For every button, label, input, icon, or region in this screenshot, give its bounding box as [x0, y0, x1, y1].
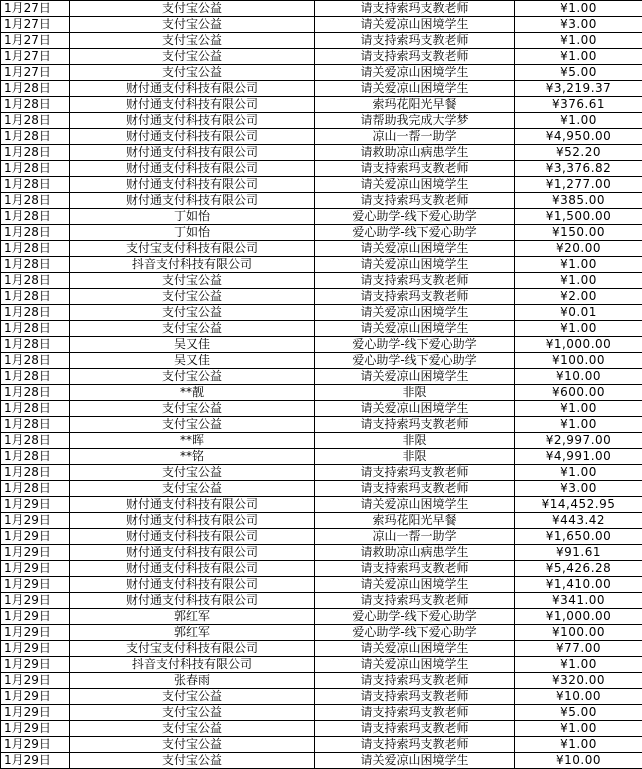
table-row — [1, 673, 642, 689]
payer-cell: **晖 — [70, 433, 315, 449]
table-row — [1, 529, 642, 545]
amount-cell: ¥77.00 — [515, 641, 642, 657]
amount-cell: ¥1.00 — [515, 465, 642, 481]
date-cell: 1月29日 — [1, 721, 70, 737]
date-cell: 1月29日 — [1, 753, 70, 769]
date-cell: 1月29日 — [1, 673, 70, 689]
amount-cell: ¥1.00 — [515, 49, 642, 65]
project-cell: 请关爱凉山困境学生 — [315, 241, 515, 257]
date-cell: 1月28日 — [1, 225, 70, 241]
table-row — [1, 113, 642, 129]
amount-cell: ¥320.00 — [515, 673, 642, 689]
table-row — [1, 641, 642, 657]
table-row — [1, 625, 642, 641]
table-row — [1, 657, 642, 673]
table-row — [1, 513, 642, 529]
table-row — [1, 721, 642, 737]
table-row — [1, 241, 642, 257]
amount-cell: ¥14,452.95 — [515, 497, 642, 513]
project-cell: 请关爱凉山困境学生 — [315, 369, 515, 385]
payer-cell: 财付通支付科技有限公司 — [70, 161, 315, 177]
table-row — [1, 17, 642, 33]
project-cell: 请关爱凉山困境学生 — [315, 305, 515, 321]
amount-cell: ¥376.61 — [515, 97, 642, 113]
amount-cell: ¥3.00 — [515, 17, 642, 33]
amount-cell: ¥100.00 — [515, 625, 642, 641]
table-row — [1, 753, 642, 769]
amount-cell: ¥5.00 — [515, 65, 642, 81]
table-row — [1, 689, 642, 705]
project-cell: 请救助凉山病患学生 — [315, 145, 515, 161]
project-cell: 请帮助我完成大学梦 — [315, 113, 515, 129]
table-row — [1, 401, 642, 417]
payer-cell: 财付通支付科技有限公司 — [70, 497, 315, 513]
project-cell: 请支持索玛支教老师 — [315, 705, 515, 721]
table-row — [1, 577, 642, 593]
payer-cell: 支付宝公益 — [70, 417, 315, 433]
table-row — [1, 481, 642, 497]
payer-cell: 财付通支付科技有限公司 — [70, 561, 315, 577]
table-row — [1, 209, 642, 225]
date-cell: 1月28日 — [1, 161, 70, 177]
project-cell: 请关爱凉山困境学生 — [315, 641, 515, 657]
project-cell: 请支持索玛支教老师 — [315, 689, 515, 705]
amount-cell: ¥3,376.82 — [515, 161, 642, 177]
table-row — [1, 737, 642, 753]
project-cell: 请支持索玛支教老师 — [315, 289, 515, 305]
date-cell: 1月28日 — [1, 321, 70, 337]
amount-cell: ¥1.00 — [515, 113, 642, 129]
amount-cell: ¥1.00 — [515, 273, 642, 289]
amount-cell: ¥100.00 — [515, 353, 642, 369]
payer-cell: 财付通支付科技有限公司 — [70, 81, 315, 97]
amount-cell: ¥1,277.00 — [515, 177, 642, 193]
date-cell: 1月29日 — [1, 561, 70, 577]
project-cell: 爱心助学-线下爱心助学 — [315, 337, 515, 353]
table-row — [1, 465, 642, 481]
amount-cell: ¥341.00 — [515, 593, 642, 609]
amount-cell: ¥3,219.37 — [515, 81, 642, 97]
project-cell: 爱心助学-线下爱心助学 — [315, 353, 515, 369]
project-cell: 请关爱凉山困境学生 — [315, 81, 515, 97]
table-row — [1, 497, 642, 513]
table-row — [1, 273, 642, 289]
amount-cell: ¥52.20 — [515, 145, 642, 161]
project-cell: 爱心助学-线下爱心助学 — [315, 209, 515, 225]
date-cell: 1月28日 — [1, 465, 70, 481]
project-cell: 请关爱凉山困境学生 — [315, 497, 515, 513]
payer-cell: 张春雨 — [70, 673, 315, 689]
date-cell: 1月29日 — [1, 689, 70, 705]
date-cell: 1月28日 — [1, 209, 70, 225]
payer-cell: 支付宝公益 — [70, 321, 315, 337]
project-cell: 爱心助学-线下爱心助学 — [315, 609, 515, 625]
amount-cell: ¥1,650.00 — [515, 529, 642, 545]
date-cell: 1月28日 — [1, 417, 70, 433]
project-cell: 请支持索玛支教老师 — [315, 721, 515, 737]
amount-cell: ¥1.00 — [515, 721, 642, 737]
payer-cell: 丁如怡 — [70, 209, 315, 225]
project-cell: 凉山一帮一助学 — [315, 129, 515, 145]
payer-cell: 支付宝公益 — [70, 305, 315, 321]
payer-cell: 财付通支付科技有限公司 — [70, 513, 315, 529]
date-cell: 1月29日 — [1, 705, 70, 721]
table-row — [1, 705, 642, 721]
table-row — [1, 417, 642, 433]
date-cell: 1月27日 — [1, 65, 70, 81]
table-row — [1, 225, 642, 241]
payer-cell: 支付宝公益 — [70, 689, 315, 705]
date-cell: 1月28日 — [1, 113, 70, 129]
project-cell: 请关爱凉山困境学生 — [315, 401, 515, 417]
table-row — [1, 593, 642, 609]
table-row — [1, 257, 642, 273]
date-cell: 1月28日 — [1, 337, 70, 353]
amount-cell: ¥2,997.00 — [515, 433, 642, 449]
table-row — [1, 49, 642, 65]
project-cell: 请关爱凉山困境学生 — [315, 65, 515, 81]
amount-cell: ¥10.00 — [515, 369, 642, 385]
table-row — [1, 1, 642, 17]
project-cell: 请关爱凉山困境学生 — [315, 753, 515, 769]
date-cell: 1月28日 — [1, 81, 70, 97]
project-cell: 爱心助学-线下爱心助学 — [315, 625, 515, 641]
amount-cell: ¥1,410.00 — [515, 577, 642, 593]
date-cell: 1月27日 — [1, 49, 70, 65]
amount-cell: ¥5,426.28 — [515, 561, 642, 577]
date-cell: 1月29日 — [1, 529, 70, 545]
table-row — [1, 385, 642, 401]
amount-cell: ¥91.61 — [515, 545, 642, 561]
date-cell: 1月28日 — [1, 449, 70, 465]
project-cell: 请支持索玛支教老师 — [315, 593, 515, 609]
payer-cell: 财付通支付科技有限公司 — [70, 593, 315, 609]
date-cell: 1月28日 — [1, 193, 70, 209]
amount-cell: ¥600.00 — [515, 385, 642, 401]
date-cell: 1月29日 — [1, 577, 70, 593]
project-cell: 非限 — [315, 449, 515, 465]
date-cell: 1月28日 — [1, 145, 70, 161]
date-cell: 1月27日 — [1, 1, 70, 17]
payer-cell: **铭 — [70, 449, 315, 465]
project-cell: 请支持索玛支教老师 — [315, 465, 515, 481]
table-row — [1, 97, 642, 113]
payer-cell: 财付通支付科技有限公司 — [70, 577, 315, 593]
donation-table-body — [1, 1, 642, 769]
date-cell: 1月28日 — [1, 385, 70, 401]
payer-cell: **靓 — [70, 385, 315, 401]
amount-cell: ¥1,000.00 — [515, 609, 642, 625]
payer-cell: 吴又佳 — [70, 353, 315, 369]
payer-cell: 财付通支付科技有限公司 — [70, 177, 315, 193]
project-cell: 请支持索玛支教老师 — [315, 1, 515, 17]
table-row — [1, 161, 642, 177]
payer-cell: 支付宝公益 — [70, 401, 315, 417]
project-cell: 非限 — [315, 385, 515, 401]
amount-cell: ¥385.00 — [515, 193, 642, 209]
payer-cell: 财付通支付科技有限公司 — [70, 545, 315, 561]
payer-cell: 抖音支付科技有限公司 — [70, 657, 315, 673]
table-row — [1, 369, 642, 385]
amount-cell: ¥1.00 — [515, 321, 642, 337]
date-cell: 1月28日 — [1, 97, 70, 113]
payer-cell: 支付宝公益 — [70, 753, 315, 769]
date-cell: 1月27日 — [1, 33, 70, 49]
amount-cell: ¥1.00 — [515, 657, 642, 673]
amount-cell: ¥10.00 — [515, 689, 642, 705]
payer-cell: 支付宝公益 — [70, 737, 315, 753]
project-cell: 爱心助学-线下爱心助学 — [315, 225, 515, 241]
table-row — [1, 65, 642, 81]
table-row — [1, 353, 642, 369]
project-cell: 请支持索玛支教老师 — [315, 161, 515, 177]
amount-cell: ¥1.00 — [515, 257, 642, 273]
payer-cell: 支付宝支付科技有限公司 — [70, 641, 315, 657]
project-cell: 请关爱凉山困境学生 — [315, 177, 515, 193]
payer-cell: 支付宝公益 — [70, 705, 315, 721]
project-cell: 非限 — [315, 433, 515, 449]
table-row — [1, 433, 642, 449]
amount-cell: ¥3.00 — [515, 481, 642, 497]
amount-cell: ¥1.00 — [515, 737, 642, 753]
project-cell: 请支持索玛支教老师 — [315, 417, 515, 433]
table-row — [1, 609, 642, 625]
date-cell: 1月28日 — [1, 241, 70, 257]
payer-cell: 支付宝公益 — [70, 17, 315, 33]
table-row — [1, 193, 642, 209]
table-row — [1, 177, 642, 193]
amount-cell: ¥1,000.00 — [515, 337, 642, 353]
date-cell: 1月28日 — [1, 401, 70, 417]
payer-cell: 财付通支付科技有限公司 — [70, 529, 315, 545]
payer-cell: 财付通支付科技有限公司 — [70, 97, 315, 113]
project-cell: 请关爱凉山困境学生 — [315, 577, 515, 593]
project-cell: 请关爱凉山困境学生 — [315, 257, 515, 273]
project-cell: 请支持索玛支教老师 — [315, 673, 515, 689]
payer-cell: 丁如怡 — [70, 225, 315, 241]
project-cell: 请关爱凉山困境学生 — [315, 321, 515, 337]
table-row — [1, 305, 642, 321]
project-cell: 索玛花阳光早餐 — [315, 513, 515, 529]
payer-cell: 支付宝支付科技有限公司 — [70, 241, 315, 257]
project-cell: 请支持索玛支教老师 — [315, 49, 515, 65]
payer-cell: 支付宝公益 — [70, 465, 315, 481]
date-cell: 1月27日 — [1, 17, 70, 33]
amount-cell: ¥1.00 — [515, 401, 642, 417]
payer-cell: 支付宝公益 — [70, 65, 315, 81]
table-row — [1, 145, 642, 161]
payer-cell: 郭红军 — [70, 625, 315, 641]
table-row — [1, 33, 642, 49]
amount-cell: ¥5.00 — [515, 705, 642, 721]
payer-cell: 支付宝公益 — [70, 49, 315, 65]
payer-cell: 支付宝公益 — [70, 481, 315, 497]
project-cell: 请关爱凉山困境学生 — [315, 17, 515, 33]
date-cell: 1月28日 — [1, 177, 70, 193]
payer-cell: 财付通支付科技有限公司 — [70, 113, 315, 129]
date-cell: 1月28日 — [1, 289, 70, 305]
date-cell: 1月29日 — [1, 609, 70, 625]
date-cell: 1月28日 — [1, 433, 70, 449]
date-cell: 1月28日 — [1, 305, 70, 321]
date-cell: 1月29日 — [1, 625, 70, 641]
date-cell: 1月29日 — [1, 513, 70, 529]
payer-cell: 抖音支付科技有限公司 — [70, 257, 315, 273]
payer-cell: 郭红军 — [70, 609, 315, 625]
payer-cell: 吴又佳 — [70, 337, 315, 353]
project-cell: 请支持索玛支教老师 — [315, 33, 515, 49]
amount-cell: ¥1.00 — [515, 1, 642, 17]
date-cell: 1月29日 — [1, 545, 70, 561]
date-cell: 1月28日 — [1, 273, 70, 289]
payer-cell: 支付宝公益 — [70, 33, 315, 49]
project-cell: 请支持索玛支教老师 — [315, 737, 515, 753]
payer-cell: 财付通支付科技有限公司 — [70, 145, 315, 161]
amount-cell: ¥4,950.00 — [515, 129, 642, 145]
project-cell: 凉山一帮一助学 — [315, 529, 515, 545]
date-cell: 1月28日 — [1, 353, 70, 369]
payer-cell: 支付宝公益 — [70, 289, 315, 305]
date-cell: 1月28日 — [1, 129, 70, 145]
date-cell: 1月29日 — [1, 593, 70, 609]
project-cell: 请救助凉山病患学生 — [315, 545, 515, 561]
project-cell: 索玛花阳光早餐 — [315, 97, 515, 113]
payer-cell: 支付宝公益 — [70, 369, 315, 385]
payer-cell: 支付宝公益 — [70, 1, 315, 17]
project-cell: 请支持索玛支教老师 — [315, 193, 515, 209]
date-cell: 1月29日 — [1, 641, 70, 657]
table-row — [1, 561, 642, 577]
date-cell: 1月29日 — [1, 737, 70, 753]
amount-cell: ¥0.01 — [515, 305, 642, 321]
table-row — [1, 545, 642, 561]
payer-cell: 财付通支付科技有限公司 — [70, 129, 315, 145]
table-row — [1, 129, 642, 145]
amount-cell: ¥10.00 — [515, 753, 642, 769]
amount-cell: ¥4,991.00 — [515, 449, 642, 465]
project-cell: 请支持索玛支教老师 — [315, 561, 515, 577]
date-cell: 1月28日 — [1, 369, 70, 385]
date-cell: 1月28日 — [1, 481, 70, 497]
amount-cell: ¥2.00 — [515, 289, 642, 305]
amount-cell: ¥443.42 — [515, 513, 642, 529]
table-row — [1, 337, 642, 353]
table-row — [1, 321, 642, 337]
amount-cell: ¥1.00 — [515, 33, 642, 49]
table-row — [1, 449, 642, 465]
date-cell: 1月29日 — [1, 657, 70, 673]
table-row — [1, 289, 642, 305]
payer-cell: 支付宝公益 — [70, 273, 315, 289]
amount-cell: ¥150.00 — [515, 225, 642, 241]
project-cell: 请关爱凉山困境学生 — [315, 657, 515, 673]
date-cell: 1月29日 — [1, 497, 70, 513]
payer-cell: 财付通支付科技有限公司 — [70, 193, 315, 209]
table-row — [1, 81, 642, 97]
amount-cell: ¥1.00 — [515, 417, 642, 433]
amount-cell: ¥20.00 — [515, 241, 642, 257]
payer-cell: 支付宝公益 — [70, 721, 315, 737]
date-cell: 1月28日 — [1, 257, 70, 273]
project-cell: 请支持索玛支教老师 — [315, 481, 515, 497]
amount-cell: ¥1,500.00 — [515, 209, 642, 225]
project-cell: 请支持索玛支教老师 — [315, 273, 515, 289]
